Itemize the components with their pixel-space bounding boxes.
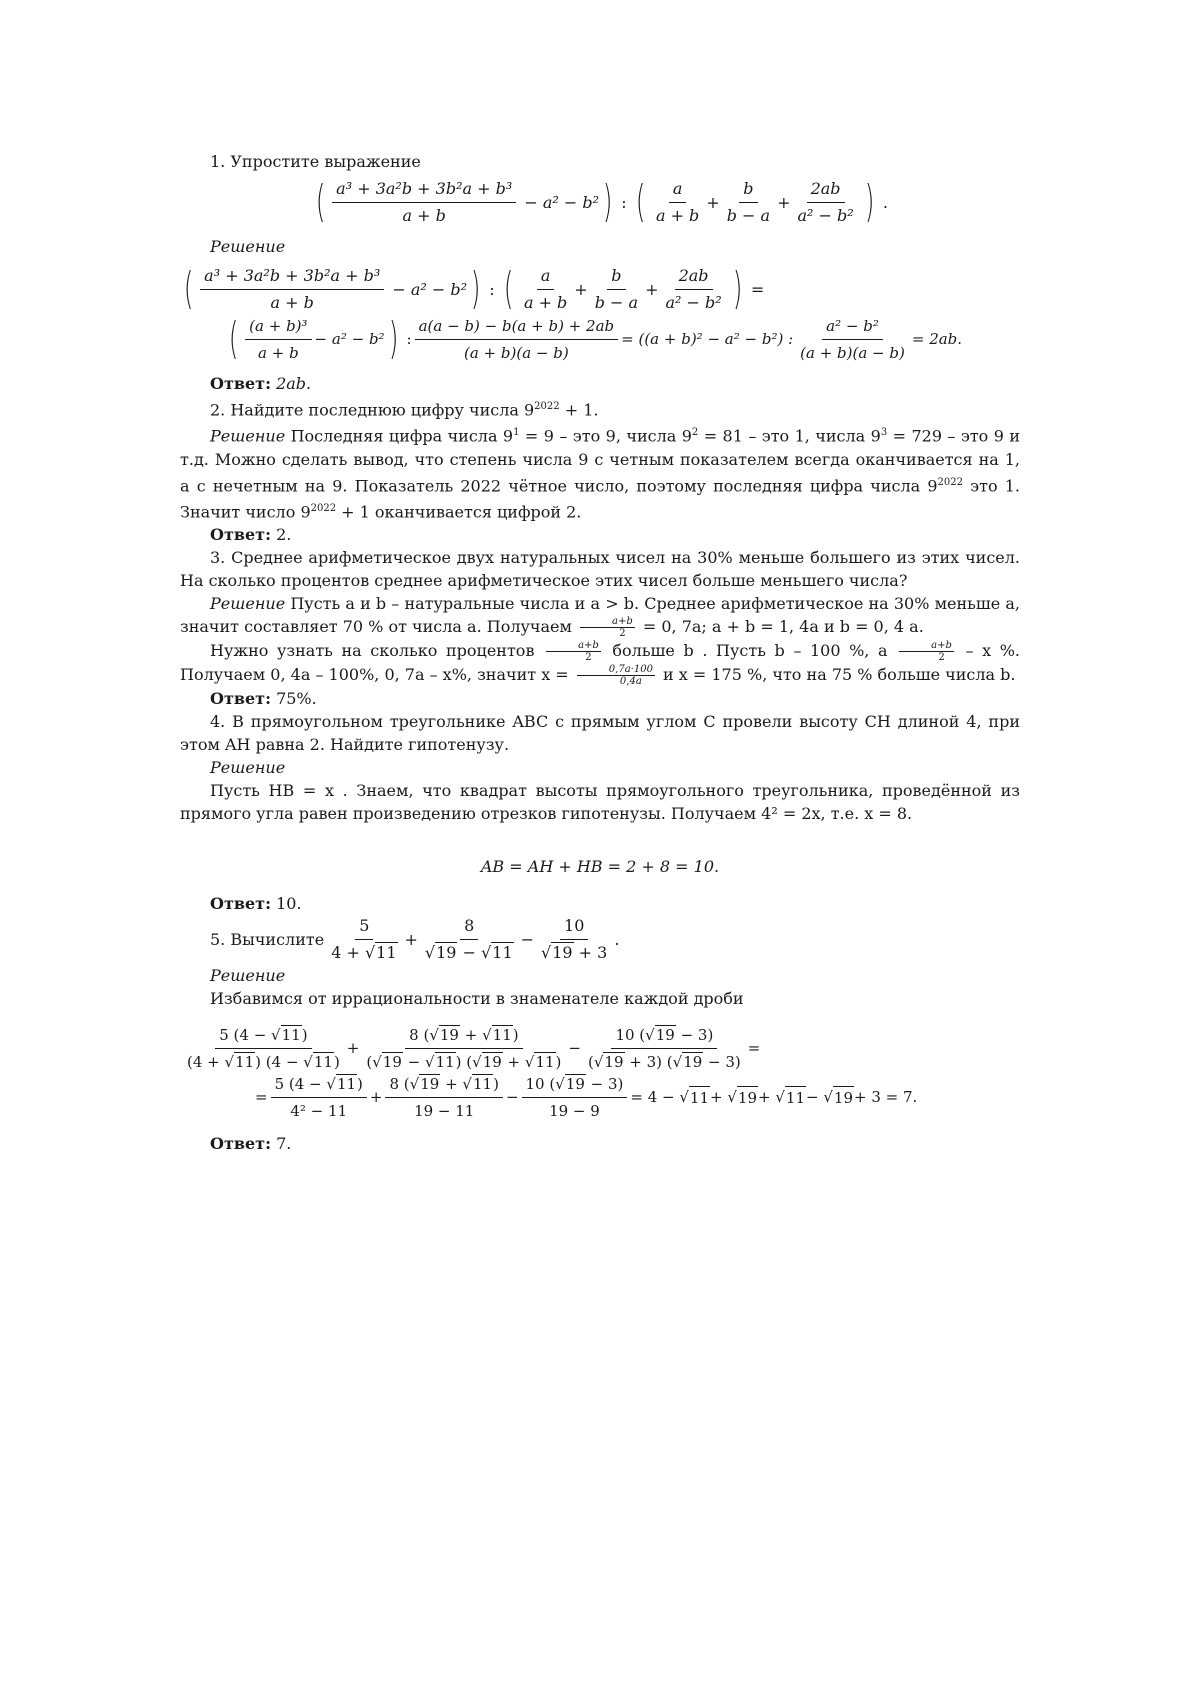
problem-2-title: 2. Найдите последнюю цифру числа $9^{2022} + 1$. — [210, 400, 599, 420]
problem-1-expression: ( $\frac{\text{a³ + 3a²b + 3b²a + b³}}{a + b}$ − a² − b² ) : ( $\frac{a}{a + b}$ + $\frac{b}{b - a}$ + $\frac{2ab}{\text{a² − b²}}$ ) . — [315, 176, 888, 227]
problem-1-title: 1. Упростите выражение — [210, 152, 421, 171]
problem-5-answer: 7. — [276, 1134, 292, 1154]
problem-2-answer: 2. — [276, 525, 292, 545]
problem-4-answer: 10. — [276, 894, 302, 914]
problem-3-answer: 75%. — [276, 689, 317, 709]
problem-4-solution: Пусть HB = x . Знаем, что квадрат высоты прямоугольного треугольника, проведённой из прямого угла равен произведению отрезков гипотенузы. Получаем 4² = 2x, т.е. x = 8. — [180, 781, 1020, 824]
problem-1-solution-label: Решение — [210, 237, 286, 256]
problem-4-answer-label: Ответ: — [210, 894, 271, 914]
problem-3-solution: Решение Пусть a и b – натуральные числа и a > b. Среднее арифметическое на 30% меньше a, значит составляет 70 % от числа a. Получаем $\frac{a+b}{2}$ = 0, 7a; a + b = 1, 4a и b = 0, 4 a. — [180, 594, 1020, 640]
problem-5-solution-label: Решение — [210, 966, 286, 986]
problem-5-answer-label: Ответ: — [210, 1134, 271, 1154]
problem-4-equation: AB = AH + HB = 2 + 8 = 10. — [480, 857, 720, 877]
problem-5-solution-line-1: $\frac{5 (4 - √11)}{(4 + √11) (4 - √11)}$ + $\frac{8 (√19 + √11)}{(√19 - √11) (√19 + √11)}$ − $\frac{10 (√19 - 3)}{(√19 + 3) (√19 - 3)}$ = — [187, 1026, 761, 1072]
problem-3-answer-label: Ответ: — [210, 689, 271, 709]
document-page — [180, 150, 1020, 1155]
problem-5-solution-line-2: = $\frac{5 (4 - √11)}{\text{4² − 11}}$ + $\frac{8 (√19 + √11)}{19 - 11}$ − $\frac{10 (√19 - 3)}{19 - 9}$ = 4 − √ 11 + √ 19 + √ 11 − √ 19 + 3 = 7. — [255, 1075, 918, 1121]
problem-1-answer-label: Ответ: — [210, 374, 271, 393]
problem-2-solution: Решение Последняя цифра числа $9^1 = 9$ – это 9, числа $9^2 = 81$ – это 1, числа $9^3 = 729$ – это 9 и т.д. Можно сделать вывод, что степень числа 9 с четным показателем всегда оканчивается на 1, а с нечетным на 9. Показатель 2022 чётное число, поэтому последняя цифра числа $9^{2022}$ это 1. Значит число $9^{2022} + 1$ оканчивается цифрой 2. — [180, 426, 1021, 522]
problem-4-solution-label: Решение — [210, 758, 286, 778]
problem-1-solution-line-2: ( $\frac{\text{(a + b)³}}{a + b}$ − a² − b² ) : $\frac{a(a - b) - b(a + b) + 2ab}{(a + b)(a - b)}$ = ((a + b)² − a² − b²) : $\frac{\text{a² − b²}}{(a + b)(a - b)}$ = 2ab. — [228, 313, 963, 364]
problem-2-answer-label: Ответ: — [210, 525, 271, 545]
problem-3-title: 3. Среднее арифметическое двух натуральных чисел на 30% меньше большего из этих чисел. На сколько процентов среднее арифметическое этих чисел больше меньшего числа? — [180, 548, 1020, 591]
problem-3-solution-cont: Нужно узнать на сколько процентов $\frac{a+b}{2}$ больше b . Пусть b – 100 %, a $\frac{a+b}{2}$ – x %. Получаем 0, 4a – 100%, 0, 7a – x%, значит x = $\frac{0,7a\cdot 100}{0,4a}$ и x = 175 %, что на 75 % больше числа b. — [180, 640, 1021, 688]
problem-1-solution-line-1: ( $\frac{\text{a³ + 3a²b + 3b²a + b³}}{a + b}$ − a² − b² ) : ( $\frac{a}{a + b}$ + $\frac{b}{b - a}$ + $\frac{2ab}{\text{a² − b²}}$ ) = — [183, 263, 765, 314]
problem-5-title: 5. Вычислите $\frac{5}{4 + √11}$ + $\frac{8}{√19 - √11}$ − $\frac{10}{√19 + 3}$ . — [210, 916, 620, 963]
problem-5-solution-text: Избавимся от иррациональности в знаменателе каждой дроби — [210, 989, 744, 1009]
problem-1-answer: 2ab. — [276, 374, 312, 393]
problem-4-title: 4. В прямоугольном треугольнике ABC с прямым углом C провели высоту CH длиной 4, при этом AH равна 2. Найдите гипотенузу. — [180, 712, 1020, 755]
